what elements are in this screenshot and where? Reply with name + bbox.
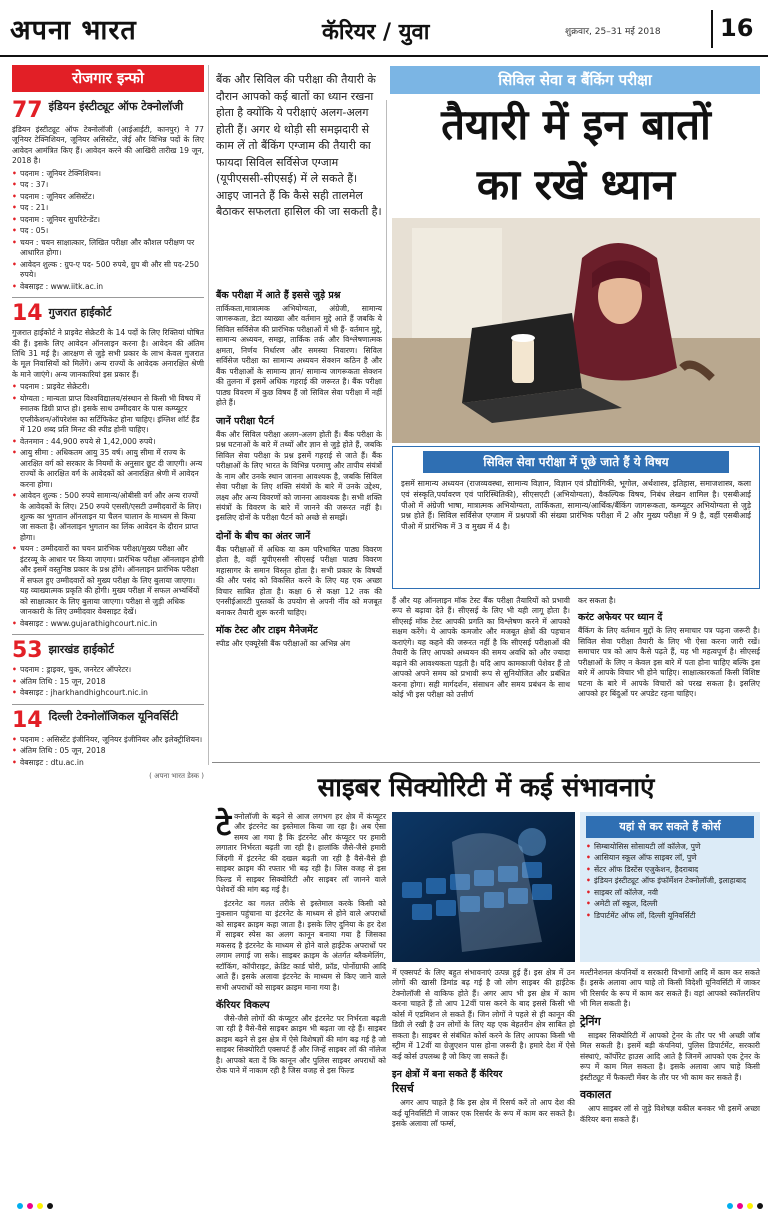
article-paragraph (216, 808, 386, 896)
courses-list (580, 842, 760, 921)
article-paragraph: इंटरनेट का गलत तरीके से इस्तेमाल करके किसी को नुकसान पहुंचाना या इंटरनेट के माध्यम से होने वाले अपराधों को साइबर क्राइम कहा जाता है। इसके लिए दुनिया के हर देश में साइबर स्पेस का अलग कानून बनाया गया है जिसका मकसद है इंटरनेट के माध्यम से होने वाले हाईटेक अपराधों पर लगाम लगाई जा सके। साइबर क्राइम के अंतर्गत ब्लैकमेलिंग, स्टॉकिंग, कॉपीराइट, क्रेडिट कार्ड चोरी, फ्रॉड, पोर्नोग्राफी आदि आते हैं। इसके अलावा इंटरनेट के माध्यम से किए जाने वाले सभी अपराधों को साइबर क्राइम माना गया है। (216, 898, 386, 992)
job-block (12, 303, 204, 629)
job-title: झारखंड हाईकोर्ट (48, 643, 114, 657)
job-website: • वेबसाइट : jharkhandhighcourt.nic.in (12, 688, 204, 698)
photo-woman-laptop (392, 218, 760, 443)
headline-line-1: तैयारी में इन बातों (441, 100, 711, 149)
job-intro: इंडियन इंस्टीट्यूट ऑफ टेक्नोलॉजी (आईआईटी, कानपुर) ने 77 जूनियर टेक्निशियन, जूनियर असिस्टेंट, जेई और विभिन्न पदों के लिए आवेदन आमंत्रित किए हैं। आवेदन करने की आखिरी तारीख 19 जून, 2018 है। (12, 125, 204, 166)
article-paragraph: मल्टीनेशनल कंपनियों व सरकारी विभागों आदि में काम कर सकते हैं। इसके अलावा आप चाहे तो किसी विदेशी यूनिवर्सिटी में जाकर भी रिसर्चर के रूप में काम कर सकते हैं। वहां आपको स्कॉलरशिप भी मिल सकती है। (580, 968, 760, 1009)
sidebar-divider (12, 704, 204, 705)
job-detail: • पदनाम : जूनियर सुपरिटेन्डेंट। (12, 215, 204, 225)
desk-credit: ( अपना भारत डेस्क ) (149, 771, 204, 780)
subhead: वकालत (580, 1088, 612, 1102)
print-registration-marks (0, 1196, 768, 1206)
job-detail: • आयु सीमा : अधिकतम आयु 35 वर्ष। आयु सीमा में राज्य के आरक्षित वर्ग को सरकार के नियमों के अनुसार छूट दी जाएगी। अन्य राज्यों के आरक्षित वर्ग के आवेदकों को अनारक्षित श्रेणी में आवेदन करना होगा। (12, 448, 204, 490)
job-title: गुजरात हाईकोर्ट (48, 306, 112, 320)
job-detail: • वेतनमान : 44,900 रुपये से 1,42,000 रुपये। (12, 437, 204, 447)
job-count: 77 (12, 98, 43, 123)
article-paragraph: जैसे-जैसे लोगों की कंप्यूटर और इंटरनेट पर निर्भरता बढ़ती जा रही है वैसे-वैसे साइबर क्राइम भी बढ़ता जा रहे हैं। साइबर क्राइम बढ़ने से इस क्षेत्र में ऐसे विशेषज्ञों की मांग बढ़ गई है जो साइबर सिक्योरिटी एक्सपर्ट हैं और जिन्हें साइबर लॉ की नॉलेज है। आपको बता दें कि कानून और पुलिस साइबर अपराधों को रोक पाने में नाकाम रही है जिस वजह से इस फिल्ड (216, 1013, 386, 1076)
job-detail: • पद : 37। (12, 180, 204, 190)
job-block (12, 640, 204, 698)
job-detail: • पदनाम : असिस्टेंट इंजीनियर, जूनियर इंजीनियर और इलेक्ट्रीशियन। (12, 735, 204, 745)
job-detail: • आवेदन शुल्क : 500 रुपये सामान्य/ओबीसी वर्ग और अन्य राज्यों के आवेदकों के लिए। 250 रुपये एससी/एसटी उम्मीदवारों के लिए। शुल्क का भुगतान ऑनलाइन या चैलन चालान के माध्यम से किया जा सकता है। ऑनलाइन भुगतान का लिंक आवेदन के दौरान प्राप्त होगा। (12, 491, 204, 543)
job-detail: • पद : 05। (12, 226, 204, 236)
subhead: जानें परीक्षा पैटर्न (216, 415, 274, 427)
section-title: कॅरियर / युवा (322, 20, 430, 45)
sidebar-divider (12, 634, 204, 635)
sidebar-divider (12, 297, 204, 298)
bank-exam-section (216, 288, 382, 650)
article-paragraph: साइबर सिक्योरिटी में आपको ट्रेनर के तौर पर भी अच्छी जॉब मिल सकती है। इसमें बड़ी कंपनियां, पुलिस डिपार्टमेंट, सरकारी संस्थाएं, कॉर्पोरेट हाउस आदि आते है जिनमें आपको एक ट्रेनर के रूप में काम मिल सकता है। इसके अलावा आप चाहे किसी इंस्टीट्यूट में फैकल्टी मेंबर के तौर पर भी काम कर सकते हैं। (580, 1030, 760, 1082)
article-paragraph: अगर आप चाहते है कि इस क्षेत्र में रिसर्च करें तो आप देश की कई यूनिवर्सिटी में जाकर एक रिसर्चर के रूप में काम कर सकते है। इसके अलावा लॉ फर्म्स, (392, 1098, 575, 1129)
course-item: • डिपार्टमेंट ऑफ लॉ, दिल्ली यूनिवर्सिटी (586, 911, 754, 921)
sidebar-title: रोजगार इन्फो (12, 65, 204, 92)
job-block (12, 100, 204, 292)
photo-cyber-keyboard (392, 812, 575, 962)
article-paragraph: कर सकता है। (578, 596, 616, 605)
course-item: • अमेटी लॉ स्कूल, दिल्ली (586, 899, 754, 909)
job-website: • वेबसाइट : dtu.ac.in (12, 758, 204, 768)
subhead: रिसर्च (392, 1082, 414, 1096)
course-item: • सेंटर ऑफ डिस्टेंस एजुकेशन, हैदराबाद (586, 865, 754, 875)
issue-date: शुक्रवार, 25–31 मई 2018 (565, 27, 661, 37)
subhead: दोनों के बीच का अंतर जानें (216, 530, 311, 542)
dropcap: टे (216, 808, 232, 843)
courses-box (580, 812, 760, 962)
section-rule (212, 762, 760, 763)
job-details (12, 665, 204, 698)
job-website: • वेबसाइट : www.iitk.ac.in (12, 282, 204, 292)
course-item: • साइबर लॉ कॉलेज, नवी (586, 888, 754, 898)
column-rule (386, 100, 387, 440)
section-banner (390, 66, 760, 94)
subhead: ट्रेनिंग (580, 1014, 601, 1028)
job-detail: • पदनाम : ड्राइवर, चुक, जनरेटर ऑपरेटर। (12, 665, 204, 675)
job-title: दिल्ली टेक्नोलॉजिकल यूनिवर्सिटी (48, 709, 179, 723)
job-detail: • चयन : उम्मीदवारों का चयन प्रारंभिक परीक्षा/मुख्य परीक्षा और इंटरव्यू के आधार पर किया जाएगा। प्रारंभिक परीक्षा ऑनलाइन होगी और इसमें वस्तुनिष्ठ प्रकार के प्रश्न होंगे। ऑनलाइन प्रारंभिक परीक्षा में सफल हुए उम्मीदवारों को मुख्य परीक्षा के लिए बुलाया जाएगा। यह व्याख्यात्मक प्रकृति की होगी। मुख्य परीक्षा में सफल अभ्यर्थियों को साक्षात्कार के लिए बुलाया जाएगा। परीक्षा से जुड़ी अधिक जानकारी के लिए उम्मीदवार वेबसाइट देखें। (12, 544, 204, 617)
subhead: इन क्षेत्रों में बना सकते हैं कॅरियर (392, 1069, 503, 1081)
job-detail: • पद : 21। (12, 203, 204, 213)
topics-box (392, 446, 760, 589)
job-title: इंडियन इंस्टीट्यूट ऑफ टेक्नोलॉजी (48, 100, 184, 113)
article-paragraph: स्पीड और एक्यूरेसी बैंक परीक्षाओं का अभिन्न अंग (216, 639, 350, 649)
paragraph-text: क्नोलॉजी के बढ़ने से आज लगभग हर क्षेत्र में कंप्यूटर और इंटरनेट का इस्तेमाल किया जा रहा है। अब ऐसा समय आ गया है कि इंटरनेट और कंप्यूटर पर हमारी लगातार निर्भरता बढ़ती जा रही है। हालांकि जैसे-जैसे हमारी जिंदगी में इंटरनेट की दखल बढ़ती जा रही है वैसे-वैसे ही साइबर क्राइम की रफ्तार भी बढ़ रही है। जिस वजह से इस फिल्ड में साइबर सिक्योरिटी और साइबर लॉ जानने वाले पेशेवरों की मांग बढ़ गई है। (216, 812, 386, 895)
job-website: • वेबसाइट : www.gujarathighcourt.nic.in (12, 619, 204, 629)
job-detail: • आवेदन शुल्क : ग्रुप-ए पद- 500 रुपये, ग्रुप बी और सी पद-250 रुपये। (12, 260, 204, 281)
topics-box-text: इसमें सामान्य अध्ययन (राजव्यवस्था, सामान्य विज्ञान, विज्ञान एवं प्रौद्योगिकी, भूगोल, अर्थशास्त्र, इतिहास, समाजशास्त्र, कला एवं संस्कृति,पर्यावरण एवं पारिस्थितिकी), सीएसएटी (अभियोग्यता), वैकल्पिक विषय, निबंध लेखन शामिल है। एसबीआई पीओ में अंग्रेजी भाषा, मात्रात्मक अभियोग्यता, तार्किकता, सामान्य/आर्थिक/बैंकिंग जागरूकता, कम्प्यूटर अभियोग्यता से जुड़े प्रश्न होते हैं। सिविल सर्विसेज एग्जाम में प्रश्नपत्रों की संख्या प्रारंभिक परीक्षा में 2 और मुख्य परीक्षा में 9 है, वहीं एसबीआई पीओ में प्रारंभिक में 3 व मुख्य में 4 है। (401, 479, 751, 531)
article-paragraph: बैंक परीक्षाओं में अधिक या कम परिभाषित पाठ्य विवरण होता है, वहीं यूपीएससी सीएसई परीक्षा पाठ्य विवरण महासागर के समान विस्तृत होता है। सभी प्रकार के विषयों की और पसंद को विकसित करने के लिए यह एक अच्छा विचार साबित होता है। कक्षा 6 से कक्षा 12 तक की एनसीईआरटी पुस्तकों के उपयोग से अपनी नींव को मजबूत बनाकर तैयारी शुरू करनी चाहिए। (216, 544, 382, 617)
subhead: कॅरियर विकल्प (216, 999, 270, 1011)
job-detail: • चयन : चयन साक्षात्कार, लिखित परीक्षा और कौशल परीक्षण पर आधारित होगा। (12, 238, 204, 259)
job-count: 14 (12, 707, 43, 733)
registration-marks-svg (0, 1201, 768, 1210)
headline-line-2: का रखें ध्यान (476, 160, 676, 209)
subhead: मॉक टेस्ट और टाइम मैनेजमेंट (216, 625, 318, 637)
course-item: • इंडियन इंस्टीट्यूट ऑफ इंफॉर्मेशन टेक्नोलॉजी, इलाहाबाद (586, 876, 754, 886)
page-number: 16 (720, 14, 754, 42)
logo: अपना भारत (10, 15, 137, 46)
article-paragraph: आप साइबर लॉ से जुड़े विशेषज्ञ वकील बनकर भी इसमें अच्छा कॅरियर बना सकते हैं। (580, 1104, 760, 1124)
article-paragraph: बैंक और सिविल परीक्षा अलग-अलग होती हैं। बैंक परीक्षा के प्रश्न घटनाओं के बारे में तथ्यों और ज्ञान से जुड़े होते हैं, जबकि सिविल सेवा परीक्षा के प्रश्न इसमें गहराई से जाते हैं। बैंक परीक्षाओं के लिए भारत के विभिन्न परमाणु और तापीय संयंत्रों के नाम और उनके स्थान जानना आवश्यक है, जबकि सिविल सेवा परीक्षा के लिए शक्ति संयंत्रों के बारे में उनके उद्देश्य, लक्ष्य और अन्य विवरणों को जानना आवश्यक है। सभी शक्ति संयंत्रों के विवरण के बारे में जानने की जरूरत नहीं है। इसलिए दोनों के परीक्षा पैटर्न को अच्छे से समझें। (216, 429, 382, 523)
divider (711, 10, 713, 48)
course-item: • सिम्बायोसिस सोसायटी लॉ कॉलेज, पुणे (586, 842, 754, 852)
masthead-rule (0, 55, 768, 57)
job-block (12, 707, 204, 768)
photo-cyber-keyboard-illustration (392, 812, 575, 962)
current-affairs-section (578, 596, 760, 700)
job-details (12, 169, 204, 292)
job-detail: • अंतिम तिथि : 05 जून, 2018 (12, 746, 204, 756)
job-count: 14 (12, 301, 43, 327)
column-rule (208, 65, 209, 765)
cyber-column-2 (392, 968, 575, 1130)
cyber-column-3 (580, 968, 760, 1125)
article-paragraph: बैंकिंग के लिए वर्तमान मुद्दों के लिए समाचार पत्र पढ़ना जरूरी है। सिविल सेवा परीक्षा तैयारी के लिए भी ऐसा करना जारी रखें। समाचार पत्र को आप कैसे पढ़ते हैं, यह भी महत्वपूर्ण है। सीएसई परीक्षाओं के लिए न केवल इस बारे में पता होना चाहिए बल्कि इस बारे में आपके विचार भी होने चाहिए। साक्षात्कारकर्ता किसी विशिष्ट घटना के बारे में आपके विचारों को परख सकता है। इसलिए आपको हर बिंदुओं पर अपडेट रहना चाहिए। (578, 626, 760, 699)
courses-box-title: यहां से कर सकते हैं कोर्स (586, 816, 754, 838)
job-details (12, 735, 204, 768)
masthead (0, 0, 768, 60)
mock-test-continued: हैं और यह ऑनलाइन मॉक टेस्ट बैंक परीक्षा तैयारियों को प्रभावी रूप से बढ़ावा देते हैं। सीएसई के लिए भी यही लागू होता है। सीएसई मॉक टेस्ट आपकी प्रगति का विश्लेषण करने में आपको सक्षम करेंगे। ये आपके कमजोर और मजबूत क्षेत्रों की पहचान कराएंगे। यह कहने की जरूरत नहीं है कि सीएसई परीक्षाओं की तैयारी के लिए आपको अध्ययन की समय अवधि को और ज्यादा बढ़ाने की आवश्यकता पड़ती है। यदि आप कामकाजी पेशेवर हैं तो आपको अपने समय को प्रभावी रूप से सुनियोजित और प्रबंधित करना होगा। सही मार्गदर्शन, संसाधन और समय प्रबंधन के साथ कोई भी इस परीक्षा को उत्तीर्ण (392, 596, 570, 700)
top-article-intro: बैंक और सिविल की परीक्षा की तैयारी के दौरान आपको कई बातों का ध्यान रखना होता है क्योंकि ये परीक्षाएं अलग-अलग होती हैं। अगर थे थोड़ी सी समझदारी से काम लें तो बैंकिंग एग्जाम की तैयारी का फायदा सिविल सर्विसेज एग्जाम (यूपीएससी-सीएसई) में ले सकते हैं। आइए जानते हैं कि कैसे सही तालमेल बैठाकर सफलता हासिल की जा सकती है। (216, 73, 382, 218)
cyber-column-1 (216, 808, 386, 1077)
jobs-sidebar (12, 65, 204, 1190)
course-item: • आसियान स्कूल ऑफ साइबर लॉ, पुणे (586, 853, 754, 863)
job-detail: • योग्यता : मान्यता प्राप्त विश्वविद्यालय/संस्थान से किसी भी विषय में स्नातक डिग्री प्राप्त हो। इसके साथ उम्मीदवार के पास कम्प्यूटर एप्लीकेशन/ऑपरेशंस का सर्टिफिकेट होना चाहिए। इंग्लिश शॉर्ट हैंड में 120 शब्द प्रति मिनट की स्पीड होनी चाहिए। (12, 394, 204, 436)
subhead: करंट अफेयर पर ध्यान दें (578, 612, 663, 624)
job-detail: • अंतिम तिथि : 15 जून, 2018 (12, 677, 204, 687)
job-detail: • पदनाम : प्राइवेट सेक्रेटरी। (12, 382, 204, 392)
job-count: 53 (12, 638, 43, 664)
article-paragraph: में एक्सपर्ट के लिए बहुत संभावनाएं उत्पन्न हुई हैं। इस क्षेत्र में उन लोगों की खासी डिमांड बढ़ गई है जो लोग साइबर की हाईटेक टेक्नोलॉजी से वाकिफ होते हैं। अगर आप भी इस क्षेत्र में काम करना चाहते हैं तो आप 12वीं पास करने के बाद इससे किसी भी कोर्स में एडमिशन ले सकते हैं। जिन लोगों ने पहले से ही कानून की डिग्री ले रखी है उन लोगों के लिए यह एक बेहतरीन क्षेत्र साबित हो सकता है। साइबर से संबंधित कोर्स करने के लिए आपका किसी भी स्ट्रीम में 12वीं या ग्रेजुएशन पास होना जरूरी है। हमारे देश में ऐसे कई कोर्स उपलब्ध है जो किए जा सकते हैं। (392, 968, 575, 1061)
subhead: बैंक परीक्षा में आते हैं इससे जुड़े प्रश्न (216, 290, 341, 301)
article-paragraph: तार्किकता,मात्रात्मक अभियोग्यता, अंग्रेजी, सामान्य जागरूकता, डेटा व्याख्या और वर्तमान मुद्दे आते हैं जबकि ये सिविल सर्विसेज की प्रारंभिक परीक्षाओं में भी हैं- वर्तमान मुद्दे, सामान्य अध्ययन, समझ, तार्किक तर्क और विश्लेषणात्मक क्षमता, निर्णय निर्धारण और समस्या निवारण। सिविल सर्विसेज परीक्षा का सामान्य अध्ययन सेक्शन कठिन है और बैंक परीक्षाओं के सामान्य ज्ञान/ सामान्य जागरूकता सेक्शन की तुलना में इसमें अधिक गहराई की जरूरत है। बैंक परीक्षा पाठ्य विवरण में कुछ विषय हैं जो सिविल सेवा परीक्षा में नहीं होते हैं। (216, 304, 382, 408)
job-details (12, 382, 204, 629)
topics-box-title: सिविल सेवा परीक्षा में पूछे जाते हैं ये विषय (423, 451, 729, 473)
job-detail: • पदनाम : जूनियर असिस्टेंट। (12, 192, 204, 202)
banner-text: सिविल सेवा व बैंकिंग परीक्षा (498, 71, 652, 89)
job-detail: • पदनाम : जूनियर टेक्निशियन। (12, 169, 204, 179)
cyber-headline: साइबर सिक्योरिटी में कई संभावनाएं (317, 773, 655, 803)
job-intro: गुजरात हाईकोर्ट ने प्राइवेट सेक्रेटरी के 14 पदों के लिए रिक्तियां घोषित की हैं। इसके लिए आवेदन ऑनलाइन करना है। आवेदन की अंतिम तिथि 31 मई है। आरक्षण से जुड़े सभी प्रकार के लाभ केवल गुजरात के मूल निवासियों को मिलेंगे। अन्य राज्यों के आवेदक अनारक्षित श्रेणी के माने जाएंगे। अन्य जानकारियां इस प्रकार हैं। (12, 328, 204, 379)
photo-woman-laptop-illustration (392, 218, 760, 443)
